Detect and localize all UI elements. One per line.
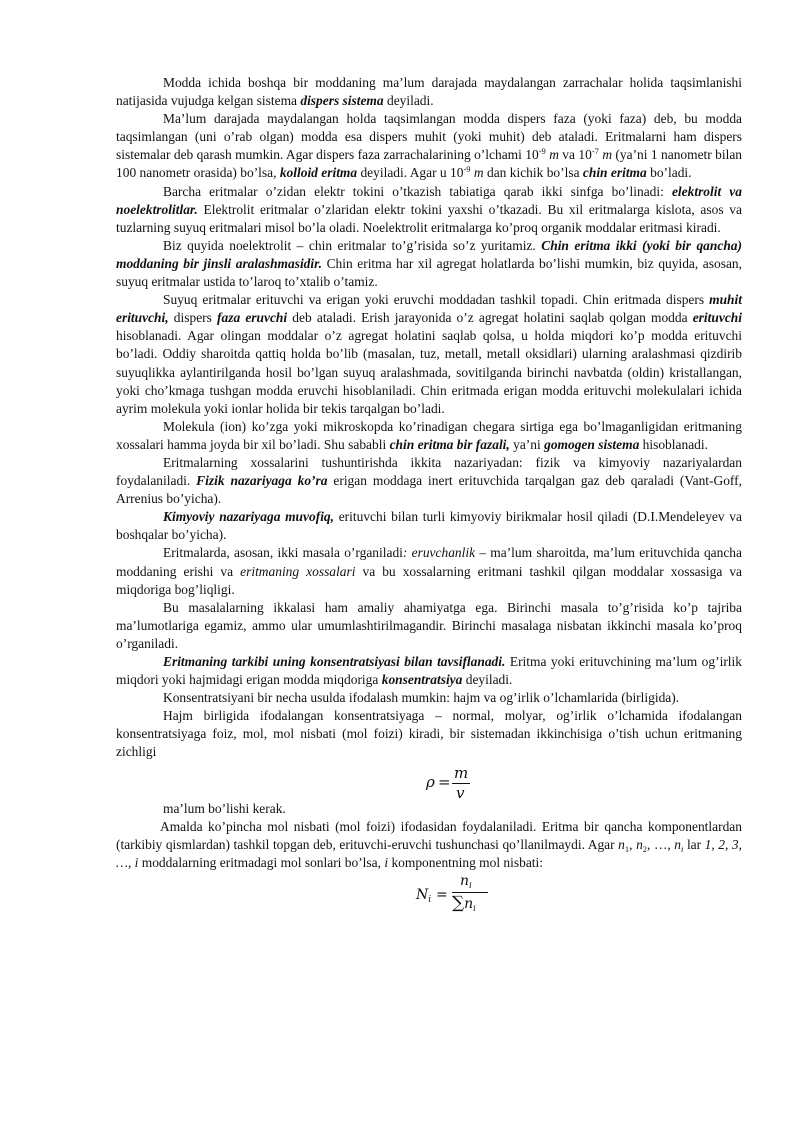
text: erituvchi bilan turli kimyoviy birikmalar hosil qiladi (D.I.Mendeleyev va boshqalar bo’yicha). [116,509,742,543]
term-bir-fazali: chin eritma bir fazali, [389,436,510,452]
text: deb ataladi. Erish jarayonida o’z agregat holatini saqlab qolgan modda [287,310,693,326]
subscript: i [428,894,432,905]
text: hisoblanadi. Agar olingan moddalar o’z agregat holatini saqlab qolsa, u holda miqdori ko’p modda erituvchi bo’ladi. Oddiy sharoitda qattiq holda bo’lib (masalan, tuz, metall, metall oksidlari) ularning aralashmasi qizdirib suyuqlikka aylantirilganda hosil bo’lgan suyuq aralashmada, sovitilganda birinchi navbatda (oldin) kristallangan, yoki cho’kmaga tushgan modda eruvchi hisoblaniladi. Chin eritmada erigan modda erituvchi molekulalari ichida ayrim molekula yoki ionlar holida bir tekis tarqalgan bo’ladi. [116,328,742,416]
text: Modda ichida boshqa bir moddaning ma’lum darajada maydalangan zarrachalar holida taqsimlanishi natijasida vujudga kelgan sistema [116,75,742,109]
text: moddalarning eritmadagi mol sonlari bo’lsa, [138,854,385,870]
paragraph-dispers-sistema [116,74,742,110]
unit: m [473,165,484,181]
subscript: 1 [624,843,630,854]
text: Amalda ko’pincha mol nisbati (mol foizi) ifodasidan foydalaniladi. Eritma bir qancha komponentlardan (tarkibiy qismlardan) tashkil topgan deb, erituvchi-eruvchi tushunchasi qo’llanilmaydi. Agar [116,818,742,852]
paragraph-amaliy-ahamiyat [116,599,742,653]
var-n: n [618,836,625,852]
text: ya’ni [509,436,545,452]
text: Elektrolit eritmalar o’zlaridan elektr tokini yaxshi o’tkazadi. Bu xil eritmalarga kislota, asos va tuzlarning suyuq eritmalari misol bo’la oladi. Noelektrolit eritmalarga ko’proq organik moddalar eritmasi kiradi. [116,201,742,235]
text: deyiladi. Agar u 10 [357,165,464,181]
paragraph-mol-nisbati [116,818,742,872]
text: komponentning mol nisbati: [388,854,543,870]
paragraph-masalalar [116,544,742,598]
denominator [452,894,476,913]
term-muhit-erituvchi: muhit erituvchi, [116,292,742,326]
term-gomogen-sistema: gomogen sistema [544,436,640,452]
term-faza-eruvchi: faza eruvchi [217,310,288,326]
paragraph-elektrolit [116,183,742,237]
term-eruvchanlik: : eruvchanlik [402,545,476,561]
exponent: -7 [591,146,599,157]
term-dispers-sistema: dispers sistema [300,93,384,109]
text: Barcha eritmalar o’zidan elektr tokini o’tkazish tabiatiga qarab ikki sinfga bo’linadi: [163,183,672,199]
term-elektrolit: elektrolit va noelektrolitlar. [116,183,742,217]
paragraph-malum [116,800,742,818]
text: Eritmalarning xossalarini tushuntirishda ikkita nazariyadan: fizik va kimyoviy nazariyalardan foydalaniladi. [116,454,742,489]
text: Konsentratsiyani bir necha usulda ifodalash mumkin: hajm va og’irlik o’lchamlarida (birligida). [163,690,680,706]
text: Eritma yoki erituvchining ma’lum og’irlik miqdori yoki hajmidagi erigan modda miqdoriga [116,654,742,688]
text: Biz quyida noelektrolit – chin eritmalar to’g’risida so’z yuritamiz. [163,237,542,253]
paragraph-ifodalash [116,689,742,707]
term-kimyoviy-nazariya: Kimyoviy nazariyaga muvofiq, [163,509,335,525]
term-definition: Chin eritma ikki (yoki bir qancha) moddaning bir jinsli aralashmasidir. [116,237,742,271]
text: ma’lum bo’lishi kerak. [163,800,286,816]
subscript: i [681,843,684,854]
text: Chin eritma har xil agregat holatlarda bo’lishi mumkin, biz quyida, asosan, suyuq eritmalar ustida to’laroq to’xtalib o’tamiz. [116,255,742,290]
subscript: i [469,880,472,891]
var-n: n [674,836,682,852]
text: va 10 [558,147,592,163]
exponent: -9 [463,164,471,175]
paragraph-dispers-faza [116,110,742,182]
text: , [629,836,637,852]
text: – ma’lum sharoitda, ma’lum erituvchida qancha moddaning erishi va [116,545,742,579]
var-n: n [636,836,643,852]
var-n: n [464,895,474,912]
var-i: i [384,854,389,870]
paragraph-nazariyalar [116,454,742,508]
numerator [460,872,472,890]
text: bo’ladi. [646,165,692,181]
text: Ma’lum darajada maydalangan holda taqsimlangan modda dispers faza (yoki faza) deb, bu modda taqsimlangan (uni o’rab olgan) modda esa dispers muhit (yoki muhit) deb ataladi. Eritmalarni ham dispers sistemalar deb qarash mumkin. Agar dispers faza zarrachalarining o’lchami 10 [116,111,742,163]
paragraph-suyuq-eritmalar [116,291,742,418]
text: deyiladi. [462,672,513,688]
text: Eritmalarda, asosan, ikki masala o’rganiladi [163,545,403,561]
text: erigan moddaga inert erituvchida tarqalgan gaz deb qaraladi (Vant-Goff, Arrenius bo’yicha). [116,473,742,507]
mole-fraction-formula [116,872,742,920]
numerator-m: m [454,763,469,782]
paragraph-konsentratsiya [116,653,742,689]
equals-sign: = [436,886,448,903]
text: , …, [647,836,675,852]
var-N: N [416,886,429,903]
text: deyiladi. [383,93,434,109]
document-body [116,74,742,920]
term-kolloid-eritma: kolloid eritma [279,165,358,181]
paragraph-kimyoviy-nazariya [116,508,742,544]
text: va bu xossalarning eritmani tashkil qilgan moddalar xossasiga va miqdoriga bog’liqligi. [116,563,743,597]
text: hisoblanadi. [639,436,708,452]
paragraph-molekula [116,418,742,454]
density-formula [116,762,742,800]
unit: m [602,147,613,163]
term-tarkib: Eritmaning tarkibi uning konsentratsiyasi bilan tavsiflanadi. [163,654,506,669]
sum-symbol: ∑ [452,892,465,913]
unit: m [549,147,559,163]
var-n: n [460,872,470,889]
index-list: 1, 2, 3, …, i [116,836,743,870]
text: (ya’ni 1 nanometr bilan 100 nanometr orasida) bo’lsa, [116,147,743,181]
term-konsentratsiya: konsentratsiya [381,672,463,688]
term-fizik-nazariya: Fizik nazariyaga ko’ra [196,473,328,489]
text: Molekula (ion) ko’zga yoki mikroskopda ko’rinadigan chegara sirtiga ega bo’lmaganligidan eritmaning xossalari hamma joyda bir xil bo’ladi. Shu sababli [116,418,742,452]
rho-symbol: ρ [426,772,435,791]
mole-fraction-symbol [416,886,431,904]
text: dispers [168,310,218,326]
text: Suyuq eritmalar erituvchi va erigan yoki eruvchi moddadan tashkil topadi. Chin eritmada dispers [163,292,710,308]
equals-sign: = [438,772,451,791]
text: Bu masalalarning ikkalasi ham amaliy ahamiyatga ega. Birinchi masala to’g’risida ko’p tajriba ma’lumotlariga egamiz, ammo ular umumlashtirilmagandir. Birinchi masalaga nisbatan ikkinchi masala ko’proq o’rganiladi. [116,599,742,651]
text: lar [683,836,705,852]
text: Hajm birligida ifodalangan konsentratsiyaga – normal, molyar, og’irlik o’lchamida ifodalangan konsentratsiyaga foiz, mol, mol nisbati (mol foizi) kiradi, bir sistemadan ikkinchisiga o’tish uchun eritmaning zichligi [116,708,742,760]
subscript: i [473,903,476,914]
subscript: 2 [642,843,648,854]
denominator-v: v [456,783,465,802]
term-erituvchi: erituvchi [692,310,742,326]
paragraph-noelektrolit [116,237,742,291]
term-eritmaning-xossalari: eritmaning xossalari [240,563,356,579]
text: dan kichik bo’lsa [483,165,583,181]
term-chin-eritma: chin eritma [582,165,647,181]
paragraph-hajm-birligi [116,707,742,761]
exponent: -9 [538,146,546,157]
